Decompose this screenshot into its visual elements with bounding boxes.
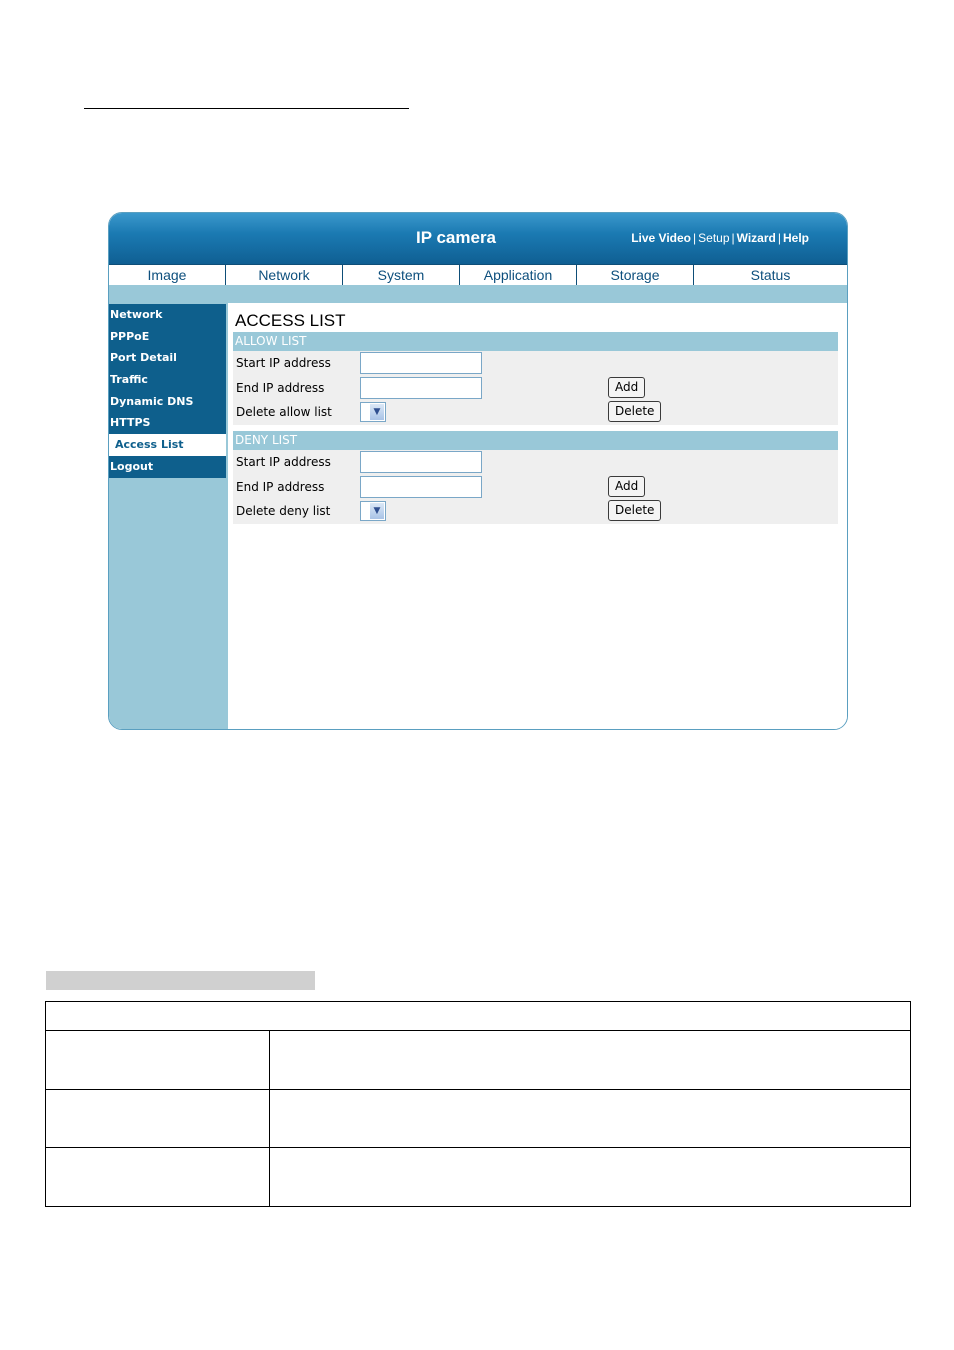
deny-end-row: [233, 475, 838, 500]
chevron-down-icon[interactable]: ▼: [370, 503, 384, 519]
tab-system[interactable]: System: [343, 265, 460, 285]
deny-delete-label: Delete deny list: [236, 504, 331, 519]
deny-list-heading: DENY LIST: [233, 431, 838, 450]
header-bar: [109, 213, 847, 264]
document-gray-bar: [46, 971, 315, 990]
deny-start-row: [233, 450, 838, 475]
wizard-link[interactable]: Wizard: [736, 231, 776, 245]
document-table: [45, 1001, 911, 1207]
allow-add-button[interactable]: Add: [608, 377, 645, 398]
allow-end-ip-input[interactable]: [360, 377, 482, 399]
tab-status[interactable]: Status: [750, 267, 791, 283]
allow-start-row: [233, 351, 838, 376]
table-row-divider: [46, 1030, 910, 1031]
allow-start-label: Start IP address: [236, 356, 331, 370]
main-content: [228, 303, 847, 729]
sidebar: [109, 304, 226, 478]
ip-camera-window: [108, 212, 848, 730]
table-column-divider: [269, 1031, 270, 1206]
allow-delete-label: Delete allow list: [236, 405, 332, 420]
allow-list-heading: ALLOW LIST: [233, 332, 838, 351]
sidebar-item-https[interactable]: HTTPS: [109, 412, 226, 434]
allow-end-label: End IP address: [236, 380, 325, 395]
main-tabs: [109, 264, 847, 286]
sidebar-item-logout[interactable]: Logout: [109, 456, 226, 478]
sidebar-item-access-list[interactable]: Access List: [109, 434, 226, 456]
chevron-down-icon[interactable]: ▼: [370, 404, 384, 420]
app-title: IP camera: [415, 228, 497, 247]
deny-start-ip-input[interactable]: [360, 451, 482, 473]
deny-start-label: Start IP address: [236, 455, 331, 469]
deny-delete-button[interactable]: Delete: [608, 500, 661, 521]
deny-end-label: End IP address: [236, 479, 325, 494]
deny-list-select[interactable]: [360, 501, 386, 521]
allow-start-ip-input[interactable]: [360, 352, 482, 374]
tab-application[interactable]: Application: [460, 265, 577, 285]
deny-add-button[interactable]: Add: [608, 476, 645, 497]
tab-network[interactable]: Network: [226, 265, 343, 285]
deny-end-ip-input[interactable]: [360, 476, 482, 498]
sidebar-item-network[interactable]: Network: [109, 304, 226, 326]
setup-link[interactable]: Setup: [698, 231, 730, 245]
sidebar-item-dynamic-dns[interactable]: Dynamic DNS: [109, 391, 226, 413]
deny-delete-row: [233, 499, 838, 524]
allow-list-select[interactable]: [360, 402, 386, 422]
deny-list-section: [233, 431, 838, 524]
allow-delete-button[interactable]: Delete: [608, 401, 661, 422]
table-row-divider: [46, 1089, 910, 1090]
sidebar-item-pppoe[interactable]: PPPoE: [109, 326, 226, 348]
tab-image[interactable]: Image: [109, 265, 226, 285]
page-title: ACCESS LIST: [235, 311, 346, 330]
tab-storage[interactable]: Storage: [577, 265, 694, 285]
sidebar-item-traffic[interactable]: Traffic: [109, 369, 226, 391]
allow-end-row: [233, 376, 838, 401]
sidebar-item-port-detail[interactable]: Port Detail: [109, 347, 226, 369]
table-row-divider: [46, 1147, 910, 1148]
header-links: Live Video | Setup | Wizard | Help: [631, 231, 809, 245]
live-video-link[interactable]: Live Video: [631, 231, 692, 245]
document-top-rule: [84, 108, 409, 109]
subheader-bar: [109, 285, 847, 303]
help-link[interactable]: Help: [782, 231, 809, 245]
allow-delete-row: [233, 400, 838, 425]
allow-list-section: [233, 332, 838, 425]
